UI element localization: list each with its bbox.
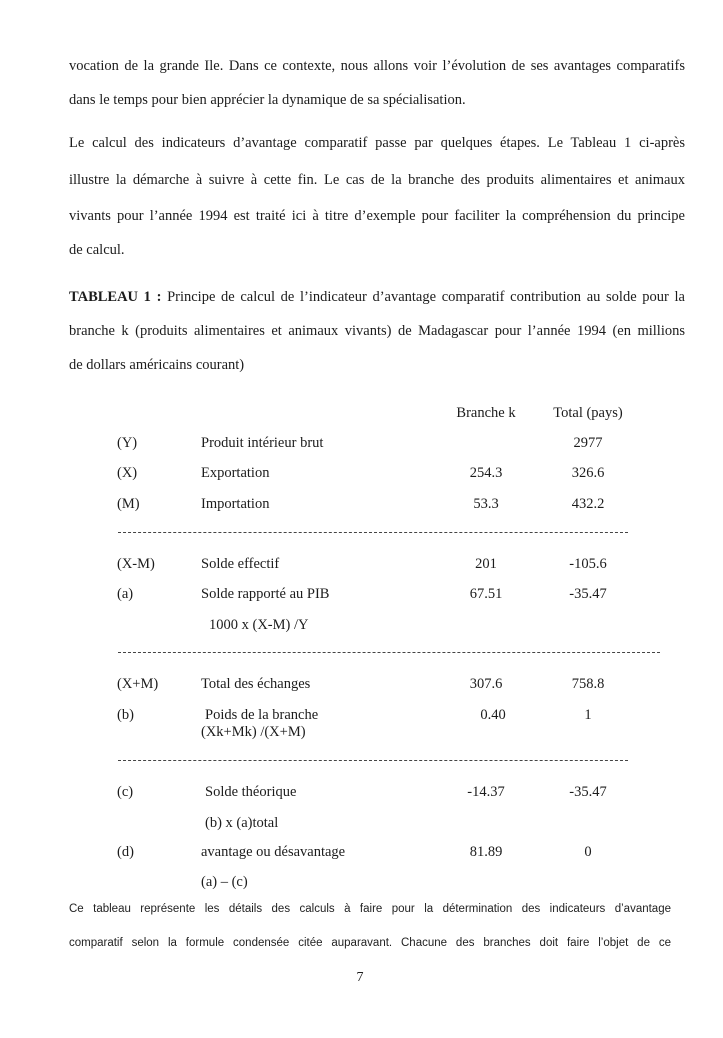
row-m-label: Importation (201, 496, 270, 512)
row-c-code: (c) (117, 784, 134, 800)
row-c-label: Solde théorique (205, 784, 297, 800)
table-caption-line-1 (69, 288, 685, 306)
row-m-total: 432.2 (571, 496, 605, 512)
row-m-code: (M) (117, 496, 140, 512)
row-b-total: 1 (584, 707, 592, 723)
table-caption-label: TABLEAU 1 : (69, 289, 162, 305)
paragraph-2-line-4: de calcul. (69, 242, 125, 258)
paragraph-2-line-1: Le calcul des indicateurs d’avantage comparatif passe par quelques étapes. Le Tableau 1 ci-après (69, 135, 685, 151)
header-total-pays: Total (pays) (553, 405, 623, 421)
row-xm-total: -105.6 (569, 556, 607, 572)
row-xpm-total: 758.8 (571, 676, 605, 692)
row-x-code: (X) (117, 465, 138, 481)
row-x-branch: 254.3 (469, 465, 503, 481)
row-b-branch: 0.40 (480, 707, 506, 723)
paragraph-2-line-3: vivants pour l’année 1994 est traité ici à titre d’exemple pour faciliter la compréhension du principe (69, 208, 685, 224)
row-xm-code: (X-M) (117, 556, 155, 572)
table-caption-text-1: Principe de calcul de l’indicateur d’avantage comparatif contribution au solde pour la (167, 289, 685, 305)
row-xpm-branch: 307.6 (469, 676, 503, 692)
row-xpm-code: (X+M) (117, 676, 159, 692)
page-number: 7 (356, 970, 364, 985)
table-divider-2 (118, 652, 660, 653)
row-a-branch: 67.51 (469, 586, 503, 602)
row-a-formula: 1000 x (X-M) /Y (209, 617, 309, 633)
row-d-formula: (a) – (c) (201, 874, 248, 890)
paragraph-2-line-2: illustre la démarche à suivre à cette fin. Le cas de la branche des produits alimentaires et animaux (69, 172, 685, 188)
table-caption-line-2: branche k (produits alimentaires et animaux vivants) de Madagascar pour l’année 1994 (en millions (69, 323, 685, 339)
row-a-total: -35.47 (569, 586, 607, 602)
row-a-code: (a) (117, 586, 134, 602)
row-xpm-label: Total des échanges (201, 676, 311, 692)
row-b-formula: (Xk+Mk) /(X+M) (201, 724, 306, 740)
row-y-code: (Y) (117, 435, 138, 451)
row-d-branch: 81.89 (469, 844, 503, 860)
row-xm-branch: 201 (475, 556, 497, 572)
row-d-label: avantage ou désavantage (201, 844, 346, 860)
paragraph-1-line-2: dans le temps pour bien apprécier la dynamique de sa spécialisation. (69, 92, 466, 108)
row-x-label: Exportation (201, 465, 270, 481)
row-c-formula: (b) x (a)total (205, 815, 279, 831)
table-caption-line-3: de dollars américains courant) (69, 357, 245, 373)
paragraph-3-line-1: Ce tableau représente les détails des calculs à faire pour la détermination des indicateurs d’avantage (69, 903, 671, 915)
row-m-branch: 53.3 (473, 496, 499, 512)
row-d-total: 0 (584, 844, 592, 860)
table-divider-3 (118, 760, 628, 761)
row-c-total: -35.47 (569, 784, 607, 800)
row-xm-label: Solde effectif (201, 556, 280, 572)
row-c-branch: -14.37 (467, 784, 505, 800)
row-b-label: Poids de la branche (205, 707, 319, 723)
row-b-code: (b) (117, 707, 134, 723)
row-a-label: Solde rapporté au PIB (201, 586, 330, 602)
row-y-total: 2977 (573, 435, 603, 451)
row-y-label: Produit intérieur brut (201, 435, 324, 451)
header-branch-k: Branche k (456, 405, 516, 421)
paragraph-1-line-1: vocation de la grande Ile. Dans ce contexte, nous allons voir l’évolution de ses avantages comparatifs (69, 58, 685, 74)
table-divider-1 (118, 532, 628, 533)
row-x-total: 326.6 (571, 465, 605, 481)
row-d-code: (d) (117, 844, 134, 860)
paragraph-3-line-2: comparatif selon la formule condensée citée auparavant. Chacune des branches doit faire l’objet de ce (69, 937, 671, 949)
